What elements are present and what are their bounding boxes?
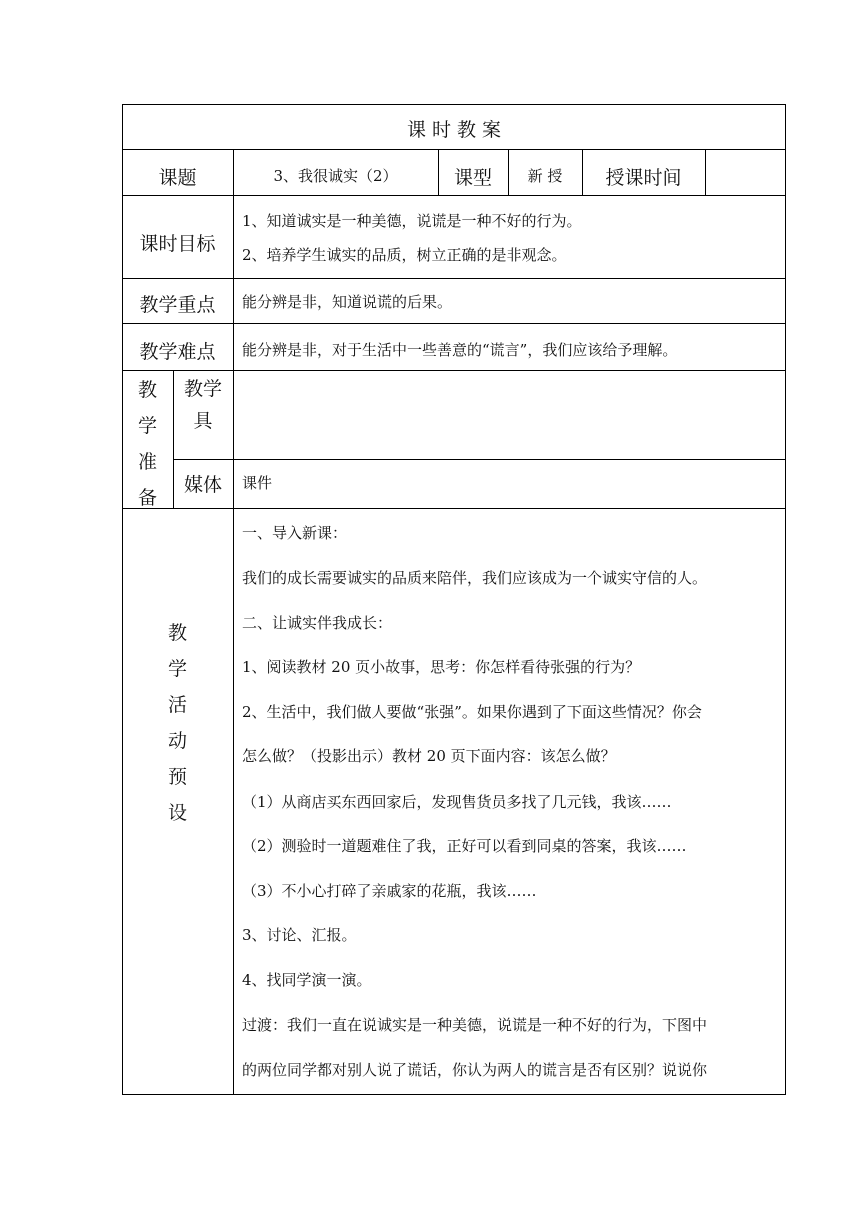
key-point-text: 能分辨是非，知道说谎的后果。 xyxy=(242,293,453,311)
activity-line: （2）测验时一道题难住了我，正好可以看到同桌的答案，我该…… xyxy=(242,837,687,855)
activity-line: 4、找同学演一演。 xyxy=(242,971,372,989)
topic-value: 3、我很诚实（2） xyxy=(273,167,398,185)
lesson-time-label: 授课时间 xyxy=(605,167,682,189)
rule-preparation-bottom xyxy=(122,508,786,509)
rule-objectives-bottom xyxy=(122,278,786,279)
rule-title-bottom xyxy=(122,149,786,150)
tools-label: 教学 具 xyxy=(183,378,222,432)
activities-label: 教 学 活 动 预 设 xyxy=(167,622,187,824)
lesson-type-label: 课型 xyxy=(453,167,492,189)
activity-line: 怎么做？（投影出示）教材 20 页下面内容：该怎么做？ xyxy=(242,747,616,765)
difficulty-text: 能分辨是非，对于生活中一些善意的“谎言”，我们应该给予理解。 xyxy=(242,341,678,359)
activity-line: 二、让诚实伴我成长： xyxy=(242,614,393,632)
activity-line: 2、生活中，我们做人要做“张强”。如果你遇到了下面这些情况？你会 xyxy=(242,703,702,721)
activity-line: 3、讨论、汇报。 xyxy=(242,926,357,944)
activity-line: 的两位同学都对别人说了谎话，你认为两人的谎言是否有区别？说说你 xyxy=(242,1061,708,1079)
media-value: 课件 xyxy=(242,474,273,492)
objective-item: 1、知道诚实是一种美德，说谎是一种不好的行为。 xyxy=(242,212,582,230)
key-point-label: 教学重点 xyxy=(139,294,216,316)
page-title: 课 时 教 案 xyxy=(406,119,502,141)
lesson-type-value: 新 授 xyxy=(527,167,563,185)
activity-line: 我们的成长需要诚实的品质来陪伴，我们应该成为一个诚实守信的人。 xyxy=(242,569,708,587)
activity-line: （3）不小心打碎了亲戚家的花瓶，我该…… xyxy=(242,882,537,900)
topic-label: 课题 xyxy=(158,167,197,189)
rule-label-column xyxy=(233,149,234,1095)
preparation-label: 教 学 准 备 xyxy=(137,379,157,509)
rule-tools-bottom xyxy=(173,459,786,460)
objectives-label: 课时目标 xyxy=(139,233,216,255)
objective-item: 2、培养学生诚实的品质，树立正确的是非观念。 xyxy=(242,246,567,264)
rule-keypoint-bottom xyxy=(122,323,786,324)
media-label: 媒体 xyxy=(183,474,222,496)
activity-line: （1）从商店买东西回家后，发现售货员多找了几元钱，我该…… xyxy=(242,793,672,811)
activity-line: 1、阅读教材 20 页小故事，思考：你怎样看待张强的行为？ xyxy=(242,658,641,676)
rule-topic-4 xyxy=(705,149,706,195)
activity-line: 过渡：我们一直在说诚实是一种美德，说谎是一种不好的行为，下图中 xyxy=(242,1016,708,1034)
difficulty-label: 教学难点 xyxy=(139,341,216,363)
activity-line: 一、导入新课： xyxy=(242,524,348,542)
rule-difficulty-bottom xyxy=(122,370,786,371)
rule-topic-bottom xyxy=(122,195,786,196)
